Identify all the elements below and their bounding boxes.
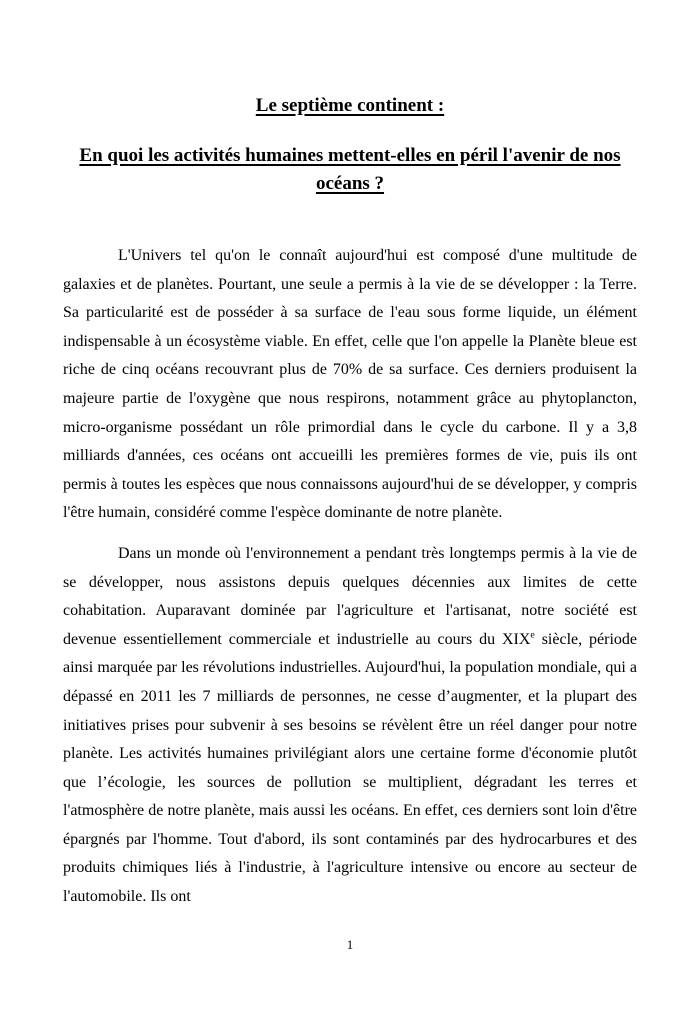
paragraph-human-activities	[63, 540, 637, 912]
page-title-text: Le septième continent :	[255, 95, 445, 116]
superscript-ordinal: e	[530, 629, 535, 641]
page-title	[63, 94, 637, 118]
paragraph-text: siècle, période ainsi marquée par les révolutions industrielles. Aujourd'hui, la population mondiale, qui a dépassé en 2011 les 7 milliards de personnes, ne cesse d’augmenter, et la plupart des initiatives prises pour subvenir à ses besoins se révèlent être un réel danger pour notre planète. Les activités humaines privilégiant alors une certaine forme d'économie plutôt que l’écologie, les sources de pollution se multiplient, dégradant les terres et l'atmosphère de notre planète, mais aussi les océans. En effet, ces derniers sont loin d'être épargnés par l'homme. Tout d'abord, ils sont contaminés par des hydrocarbures et des produits chimiques liés à l'industrie, à l'agriculture intensive ou encore au secteur de l'automobile. Ils ont	[63, 630, 637, 906]
page-number: 1	[346, 937, 354, 952]
page-footer	[0, 936, 700, 954]
paragraph-intro-universe	[63, 242, 637, 528]
paragraph-text: Dans un monde où l'environnement a pendant très longtemps permis à la vie de se développer, nous assistons depuis quelques décennies aux limites de cette cohabitation. Auparavant dominée par l'agriculture et l'artisanat, notre société est devenue essentiellement commerciale et industrielle au cours du XIX	[63, 544, 637, 648]
research-question-text: En quoi les activités humaines mettent-elles en péril l'avenir de nos océans ?	[79, 145, 621, 194]
paragraph-text: L'Univers tel qu'on le connaît aujourd'hui est composé d'une multitude de galaxies et de planètes. Pourtant, une seule a permis à la vie de se développer : la Terre. Sa particularité est de posséder à sa surface de l'eau sous forme liquide, un élément indispensable à un écosystème viable. En effet, celle que l'on appelle la Planète bleue est riche de cinq océans recouvrant plus de 70% de sa surface. Ces derniers produisent la majeure partie de l'oxygène que nous respirons, notamment grâce au phytoplancton, micro-organisme possédant un rôle primordial dans le cycle du carbone. Il y a 3,8 milliards d'années, ces océans ont accueilli les premières formes de vie, puis ils ont permis à toutes les espèces que nous connaissons aujourd'hui de se développer, y compris l'être humain, considéré comme l'espèce dominante de notre planète.	[63, 247, 637, 522]
document-body	[63, 242, 637, 912]
research-question-subtitle	[63, 142, 637, 198]
